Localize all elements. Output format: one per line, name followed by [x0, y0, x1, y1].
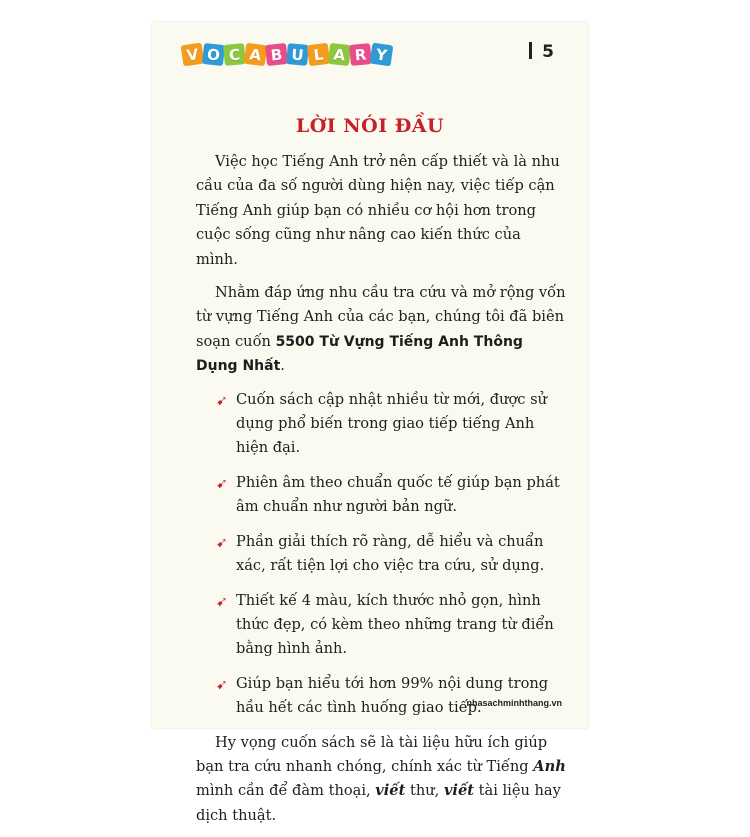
paragraph-closing [196, 731, 566, 829]
pencil-arrow-icon: ➹ [216, 534, 228, 551]
closing-emphasis-anh: Anh [533, 757, 566, 775]
logo-letter-tile: B [265, 43, 288, 66]
closing-text-2: mình cần để đàm thoại, [196, 782, 376, 800]
paragraph-purpose-end: . [280, 357, 285, 375]
logo-letter-tile: R [349, 43, 372, 66]
page-title: LỜI NÓI ĐẦU [295, 115, 445, 137]
list-item-text: Cuốn sách cập nhật nhiều từ mới, được sử dụng phổ biến trong giao tiếp tiếng Anh hiện đại. [236, 390, 547, 457]
closing-text-1: Hy vọng cuốn sách sẽ là tài liệu hữu ích giúp bạn tra cứu nhanh chóng, chính xác từ Tiếng [196, 733, 548, 775]
pencil-arrow-icon: ➹ [216, 676, 228, 693]
logo-letter-tile: C [223, 43, 246, 66]
logo-letter-tile: L [307, 43, 330, 66]
closing-text-3: thư, [405, 782, 444, 800]
list-item [196, 530, 566, 579]
book-title: 5500 Từ Vựng Tiếng Anh Thông Dụng Nhất [196, 333, 523, 375]
pencil-arrow-icon: ➹ [216, 475, 228, 492]
logo-letter-tile: Y [370, 43, 394, 67]
list-item [196, 672, 566, 721]
vocabulary-logo [182, 44, 392, 65]
paragraph-purpose [196, 281, 566, 379]
logo-letter-tile: V [181, 43, 205, 67]
publisher-website: nhasachminhthang.vn [466, 698, 562, 708]
feature-list [196, 388, 566, 721]
paragraph-purpose-text: Nhằm đáp ứng nhu cầu tra cứu và mở rộng vốn từ vựng Tiếng Anh của các bạn, chúng tôi đã biên soạn cuốn [196, 284, 566, 350]
closing-emphasis-viet: viết [375, 782, 406, 800]
book-page [152, 22, 588, 824]
logo-letter-tile: A [244, 43, 267, 66]
list-item-text: Giúp bạn hiểu tới hơn 99% nội dung trong hầu hết các tình huống giao tiếp. [236, 674, 549, 717]
list-item-text: Thiết kế 4 màu, kích thước nhỏ gọn, hình thức đẹp, có kèm theo những trang từ điển bằng hình ảnh. [236, 591, 554, 658]
page-number [529, 42, 554, 62]
list-item-text: Phiên âm theo chuẩn quốc tế giúp bạn phát âm chuẩn như người bản ngữ. [236, 473, 560, 516]
preface-content [196, 150, 566, 837]
page-number-text: 5 [542, 42, 554, 62]
list-item [196, 388, 566, 461]
logo-letter-tile: A [328, 43, 351, 66]
paragraph-intro: Việc học Tiếng Anh trở nên cấp thiết và là nhu cầu của đa số người dùng hiện nay, việc tiếp cận Tiếng Anh giúp bạn có nhiều cơ hội hơn trong cuộc sống cũng như nâng cao kiến thức của mình. [196, 153, 560, 268]
pencil-arrow-icon: ➹ [216, 392, 228, 409]
logo-letter-tile: O [202, 43, 225, 66]
list-item [196, 471, 566, 520]
pencil-arrow-icon: ➹ [216, 593, 228, 610]
logo-letter-tile: U [286, 43, 309, 66]
list-item-text: Phần giải thích rõ ràng, dễ hiểu và chuẩn xác, rất tiện lợi cho việc tra cứu, sử dụng. [236, 532, 545, 575]
closing-emphasis-viet: viết [443, 782, 474, 800]
list-item [196, 589, 566, 662]
closing-text-4: tài liệu hay dịch thuật. [196, 782, 561, 824]
